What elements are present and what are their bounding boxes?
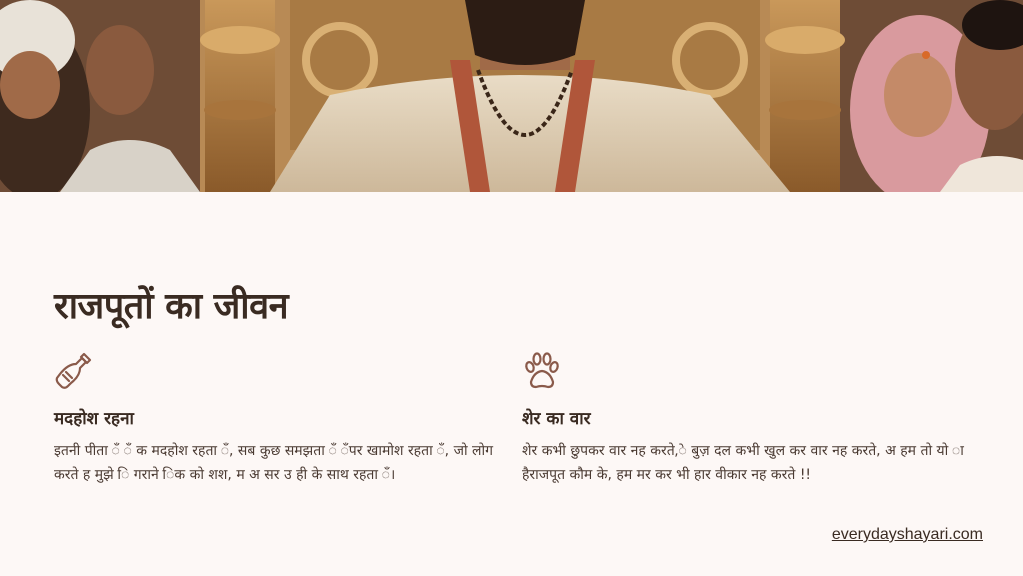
section-sher <box>522 350 972 487</box>
section-heading: शेर का वार <box>522 409 591 429</box>
page-title: राजपूतों का जीवन <box>54 286 289 327</box>
hero-illustration <box>0 0 1023 192</box>
hero-image <box>0 0 1023 192</box>
bottle-icon <box>54 350 94 390</box>
section-heading: मदहोश रहना <box>54 409 134 429</box>
site-credit-link[interactable]: everydayshayari.com <box>831 526 983 543</box>
section-body: शेर कभी छुपकर वार नह करते,े बुज़ दल कभी खुल कर वार नह करते, अ हम तो यो ा हैराजपूत कौम के, हम मर कर भी हार वीकार नह करते !! <box>522 443 964 483</box>
section-body: इतनी पीता ँ ँ क मदहोश रहता ँ, सब कुछ समझता ँ ँपर खामोश रहता ँ, जो लोग करते ह मुझे ि गराने िक को शश, म अ सर उ ही के साथ रहता ँ। <box>54 443 494 483</box>
paw-icon <box>522 350 562 390</box>
section-madhosh <box>54 350 504 487</box>
